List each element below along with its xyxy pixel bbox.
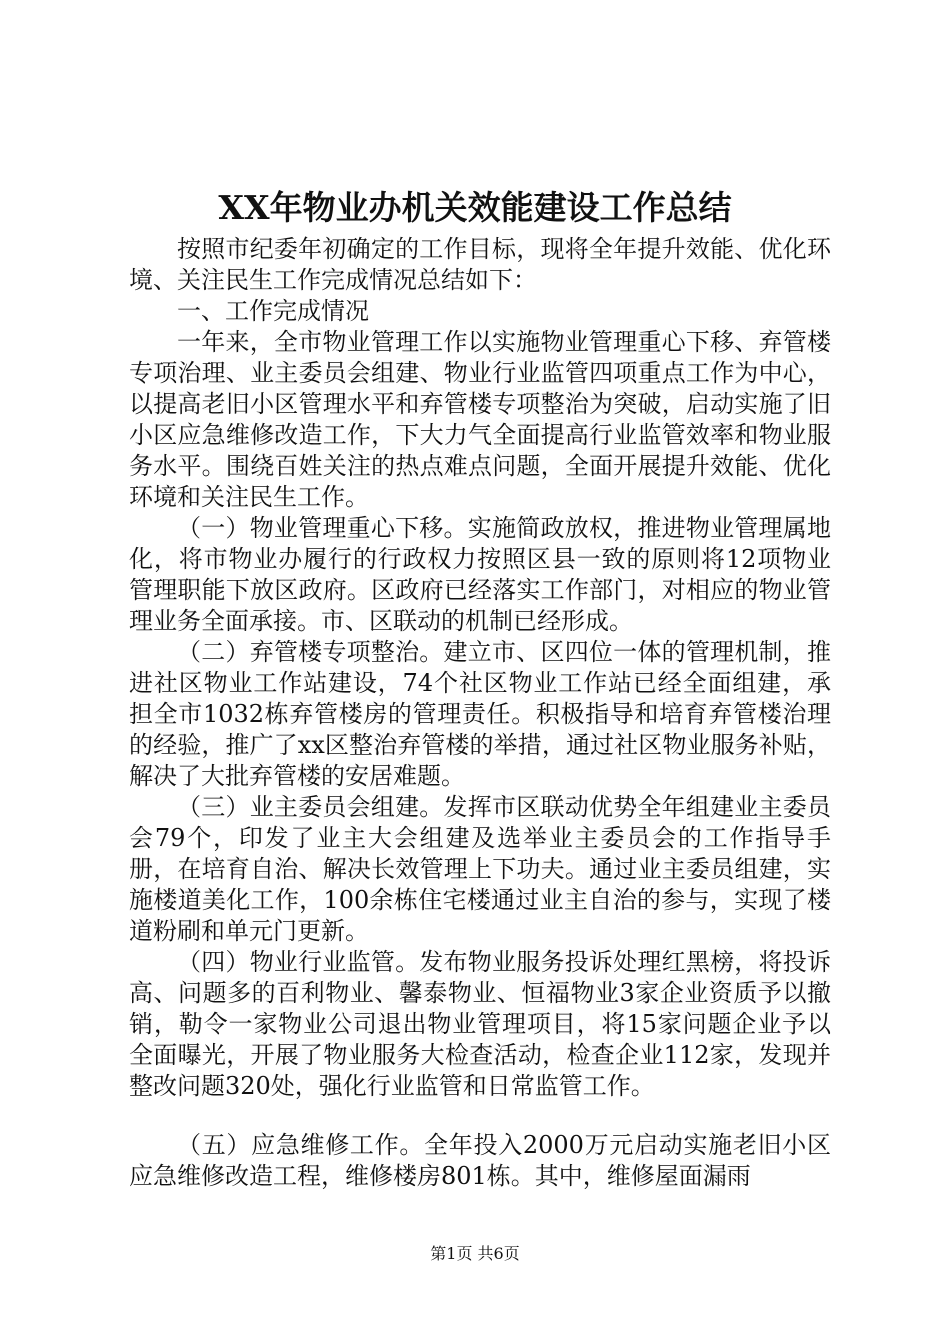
paragraph-item-5: （五）应急维修工作。全年投入2000万元启动实施老旧小区应急维修改造工程，维修楼房801栋。其中，维修屋面漏雨 bbox=[129, 1131, 831, 1190]
section-heading: 一、工作完成情况 bbox=[177, 297, 369, 325]
paragraph-intro: 按照市纪委年初确定的工作目标，现将全年提升效能、优化环境、关注民生工作完成情况总结如下： bbox=[129, 235, 831, 294]
paragraph-overview: 一年来，全市物业管理工作以实施物业管理重心下移、弃管楼专项治理、业主委员会组建、物业行业监管四项重点工作为中心，以提高老旧小区管理水平和弃管楼专项整治为突破，启动实施了旧小区应急维修改造工作，下大力气全面提高行业监管效率和物业服务水平。围绕百姓关注的热点难点问题，全面开展提升效能、优化环境和关注民生工作。 bbox=[129, 328, 831, 511]
document-body bbox=[129, 234, 831, 1192]
paragraph-item-4: （四）物业行业监管。发布物业服务投诉处理红黑榜，将投诉高、问题多的百利物业、馨泰物业、恒福物业3家企业资质予以撤销，勒令一家物业公司退出物业管理项目，将15家问题企业予以全面曝光，开展了物业服务大检查活动，检查企业112家，发现并整改问题320处，强化行业监管和日常监管工作。 bbox=[129, 948, 831, 1100]
paragraph-item-3: （三）业主委员会组建。发挥市区联动优势全年组建业主委员会79个，印发了业主大会组建及选举业主委员会的工作指导手册，在培育自治、解决长效管理上下功夫。通过业主委员组建，实施楼道美化工作，100余栋住宅楼通过业主自治的参与，实现了楼道粉刷和单元门更新。 bbox=[129, 793, 831, 945]
document-title: XX年物业办机关效能建设工作总结 bbox=[218, 188, 732, 227]
paragraph-item-2: （二）弃管楼专项整治。建立市、区四位一体的管理机制，推进社区物业工作站建设，74个社区物业工作站已经全面组建，承担全市1032栋弃管楼房的管理责任。积极指导和培育弃管楼治理的经验，推广了xx区整治弃管楼的举措，通过社区物业服务补贴，解决了大批弃管楼的安居难题。 bbox=[129, 638, 831, 790]
paragraph-item-1: （一）物业管理重心下移。实施简政放权，推进物业管理属地化，将市物业办履行的行政权力按照区县一致的原则将12项物业管理职能下放区政府。区政府已经落实工作部门，对相应的物业管理业务全面承接。市、区联动的机制已经形成。 bbox=[129, 514, 831, 635]
paragraph-gap bbox=[129, 1102, 831, 1130]
page-footer: 第1页 共6页 bbox=[430, 1244, 520, 1263]
